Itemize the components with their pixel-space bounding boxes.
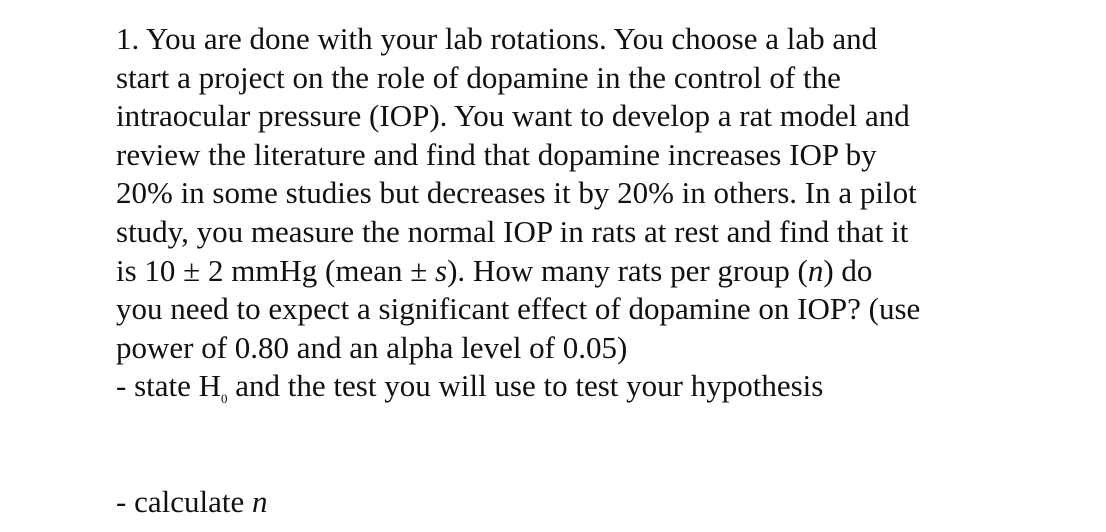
task-calculate-n	[116, 483, 267, 521]
question-line: power of 0.80 and an alpha level of 0.05)	[116, 329, 628, 365]
h0-subscript: 0	[221, 391, 228, 407]
task-state-hypothesis	[116, 367, 1016, 406]
task1-suffix: and the test you will use to test your hypothesis	[227, 368, 824, 404]
stats-text-3: ) do	[823, 252, 873, 288]
question-line-stats	[116, 252, 1016, 291]
question-text	[116, 20, 1016, 406]
question-line: study, you measure the normal IOP in rats at rest and find that it	[116, 213, 909, 249]
question-line: review the literature and find that dopamine increases IOP by	[116, 136, 877, 172]
question-line: 20% in some studies but decreases it by 20% in others. In a pilot	[116, 175, 917, 211]
task1-prefix: - state H	[116, 368, 222, 404]
question-line: 1. You are done with your lab rotations. You choose a lab and	[116, 21, 878, 56]
stats-text-1: is 10 ± 2 mmHg (mean ±	[116, 252, 436, 288]
stats-s-symbol: s	[435, 252, 448, 288]
task2-n-symbol: n	[251, 484, 268, 519]
stats-text-2: ). How many rats per group (	[447, 252, 808, 288]
question-line: intraocular pressure (IOP). You want to develop a rat model and	[116, 98, 910, 134]
task2-prefix: - calculate	[116, 484, 252, 519]
question-line: start a project on the role of dopamine in the control of the	[116, 59, 841, 95]
stats-n-symbol: n	[807, 252, 824, 288]
question-line: you need to expect a significant effect of dopamine on IOP? (use	[116, 291, 921, 327]
